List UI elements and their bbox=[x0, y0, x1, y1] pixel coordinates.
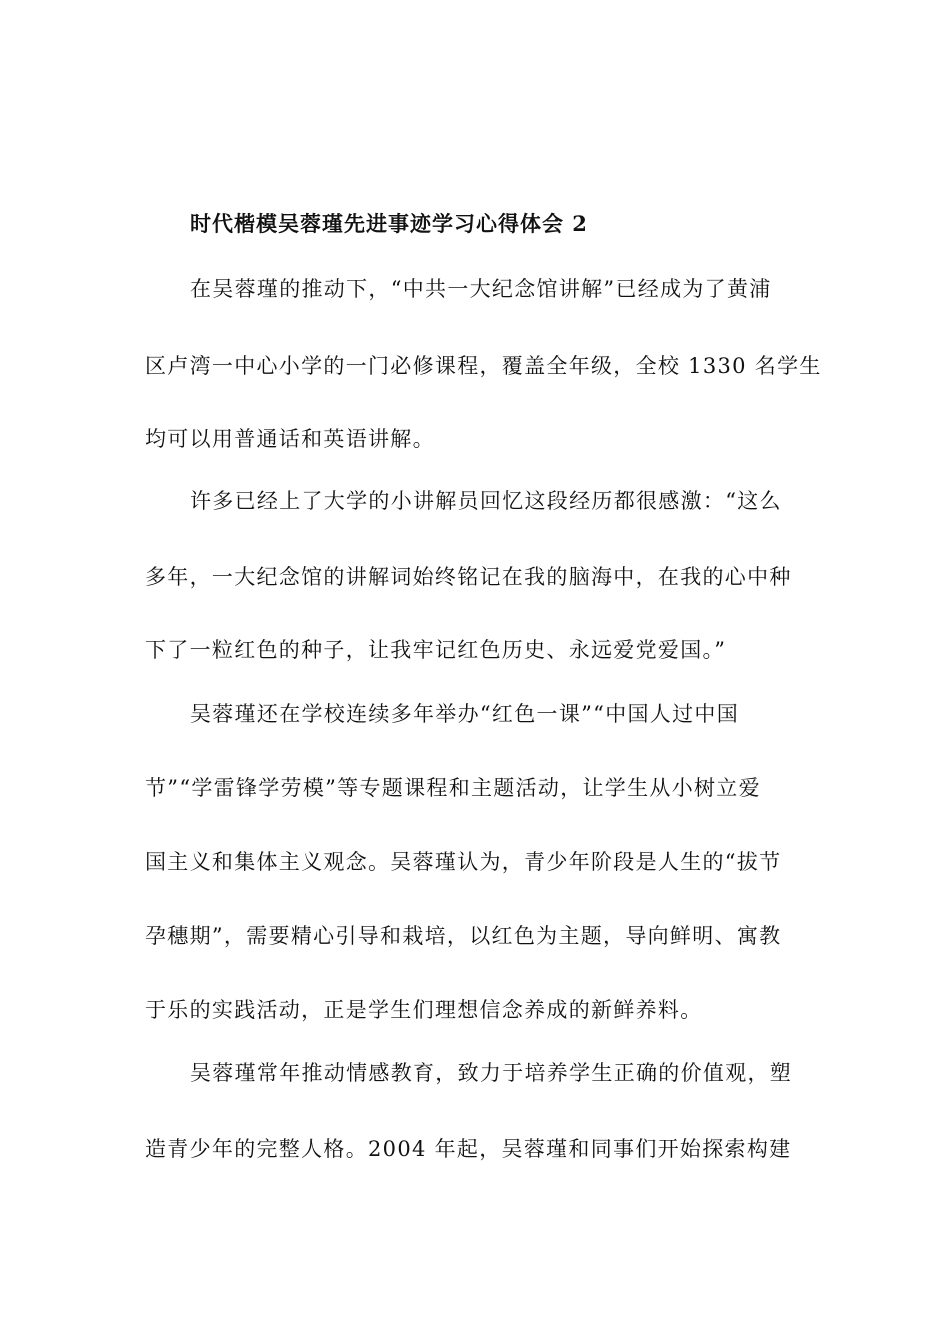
paragraph-1-line-2: 区卢湾一中心小学的一门必修课程，覆盖全年级，全校 1330 名学生 bbox=[145, 354, 822, 378]
document-title: 时代楷模吴蓉瑾先进事迹学习心得体会 2 bbox=[190, 211, 588, 236]
paragraph-3-line-3: 国主义和集体主义观念。吴蓉瑾认为，青少年阶段是人生的“拔节 bbox=[145, 850, 782, 874]
paragraph-1-line-1: 在吴蓉瑾的推动下，“中共一大纪念馆讲解”已经成为了黄浦 bbox=[190, 277, 772, 301]
paragraph-2-line-2: 多年，一大纪念馆的讲解词始终铭记在我的脑海中，在我的心中种 bbox=[145, 565, 792, 589]
paragraph-4-line-2: 造青少年的完整人格。2004 年起，吴蓉瑾和同事们开始探索构建 bbox=[145, 1137, 792, 1161]
paragraph-3-line-4: 孕穗期”，需要精心引导和栽培，以红色为主题，导向鲜明、寓教 bbox=[145, 924, 782, 948]
paragraph-2-line-3: 下了一粒红色的种子，让我牢记红色历史、永远爱党爱国。” bbox=[145, 638, 727, 662]
paragraph-2-line-1: 许多已经上了大学的小讲解员回忆这段经历都很感激：“这么 bbox=[190, 489, 782, 513]
paragraph-1-line-3: 均可以用普通话和英语讲解。 bbox=[145, 427, 435, 451]
paragraph-3-line-2: 节”“学雷锋学劳模”等专题课程和主题活动，让学生从小树立爱 bbox=[145, 776, 761, 800]
paragraph-4-line-1: 吴蓉瑾常年推动情感教育，致力于培养学生正确的价值观，塑 bbox=[190, 1061, 793, 1085]
paragraph-3-line-5: 于乐的实践活动，正是学生们理想信念养成的新鲜养料。 bbox=[145, 998, 703, 1022]
paragraph-3-line-1: 吴蓉瑾还在学校连续多年举办“红色一课”“中国人过中国 bbox=[190, 702, 740, 726]
